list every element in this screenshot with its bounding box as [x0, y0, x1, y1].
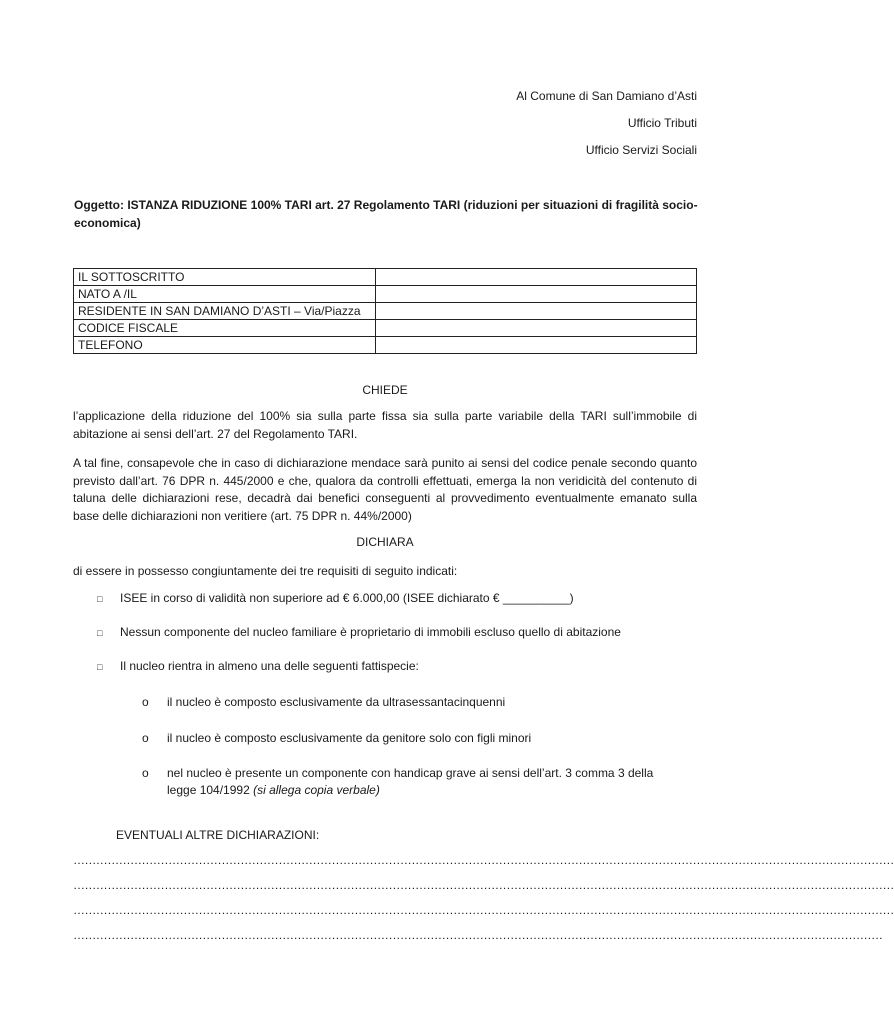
requirement-immobili: Nessun componente del nucleo familiare è proprietario di immobili escluso quello di abitazione — [120, 625, 621, 639]
table-row — [74, 286, 697, 303]
personal-info-table — [73, 268, 697, 354]
legge-reference: legge 104/1992 — [167, 783, 250, 797]
field-value-sottoscritto[interactable] — [376, 269, 697, 286]
circle-bullet-icon[interactable]: o — [142, 695, 149, 709]
dotted-input-line[interactable]: ……………………………………………………………………………………………………………………………………………………………………………………………… — [73, 878, 894, 892]
recipient-comune: Al Comune di San Damiano d’Asti — [516, 89, 697, 103]
allega-verbale-note: (si allega copia verbale) — [253, 783, 380, 797]
dotted-input-line[interactable]: ……………………………………………………………………………………………………………………………………………………………………………………………… — [73, 853, 894, 867]
dichiara-intro: di essere in possesso congiuntamente dei tre requisiti di seguito indicati: — [73, 564, 458, 578]
field-label-telefono: TELEFONO — [74, 337, 376, 354]
subitem-handicap-line2 — [167, 783, 380, 797]
circle-bullet-icon[interactable]: o — [142, 766, 149, 780]
table-row — [74, 320, 697, 337]
chiede-paragraph: l’applicazione della riduzione del 100% sia sulla parte fissa sia sulla parte variabile della TARI sull’immobile di abitazione ai sensi dell’art. 27 del Regolamento TARI. — [73, 409, 697, 441]
dichiara-heading: DICHIARA — [356, 535, 414, 549]
field-value-telefono[interactable] — [376, 337, 697, 354]
checkbox-icon[interactable]: □ — [97, 628, 103, 638]
field-label-sottoscritto: IL SOTTOSCRITTO — [74, 269, 376, 286]
requirement-nucleo: Il nucleo rientra in almeno una delle seguenti fattispecie: — [120, 659, 419, 673]
field-value-codice-fiscale[interactable] — [376, 320, 697, 337]
subitem-genitore-solo: il nucleo è composto esclusivamente da genitore solo con figli minori — [167, 731, 532, 745]
dotted-input-line[interactable]: …………………………………………………………………………………………………………………………………………………………………………………………… — [73, 928, 883, 942]
subject-heading: Oggetto: ISTANZA RIDUZIONE 100% TARI art. 27 Regolamento TARI (riduzioni per situazioni di fragilità socio-economica) — [74, 198, 698, 230]
consapevole-paragraph: A tal fine, consapevole che in caso di dichiarazione mendace sarà punito ai sensi del codice penale secondo quanto previsto dall’art. 76 DPR n. 445/2000 e che, qualora da controlli effettuati, emerga la non veridicità del contenuto di taluna delle dichiarazioni rese, decadrà dai benefici conseguenti al provvedimento eventualmente emanato sulla base delle dichiarazioni non veritiere (art. 75 DPR n. 44%/2000) — [73, 456, 697, 523]
field-label-codice-fiscale: CODICE FISCALE — [74, 320, 376, 337]
circle-bullet-icon[interactable]: o — [142, 731, 149, 745]
checkbox-icon[interactable]: □ — [97, 594, 103, 604]
subitem-handicap-line1: nel nucleo è presente un componente con handicap grave ai sensi dell’art. 3 comma 3 della — [167, 766, 654, 780]
chiede-heading: CHIEDE — [362, 383, 408, 397]
altre-dichiarazioni-heading: EVENTUALI ALTRE DICHIARAZIONI: — [116, 828, 320, 842]
table-row — [74, 337, 697, 354]
subitem-ultrasessantacinquenni: il nucleo è composto esclusivamente da ultrasessantacinquenni — [167, 695, 506, 709]
recipient-servizi-sociali: Ufficio Servizi Sociali — [585, 143, 697, 157]
recipient-ufficio-tributi: Ufficio Tributi — [627, 116, 697, 130]
field-value-residente[interactable] — [376, 303, 697, 320]
field-label-residente: RESIDENTE IN SAN DAMIANO D’ASTI – Via/Piazza — [74, 303, 376, 320]
table-row — [74, 269, 697, 286]
dotted-input-line[interactable]: ……………………………………………………………………………………………………………………………………………………………………………………………… — [73, 903, 894, 917]
field-value-nato[interactable] — [376, 286, 697, 303]
table-row — [74, 303, 697, 320]
requirement-isee: ISEE in corso di validità non superiore ad € 6.000,00 (ISEE dichiarato € __________) — [120, 591, 574, 605]
checkbox-icon[interactable]: □ — [97, 662, 103, 672]
field-label-nato: NATO A /IL — [74, 286, 376, 303]
